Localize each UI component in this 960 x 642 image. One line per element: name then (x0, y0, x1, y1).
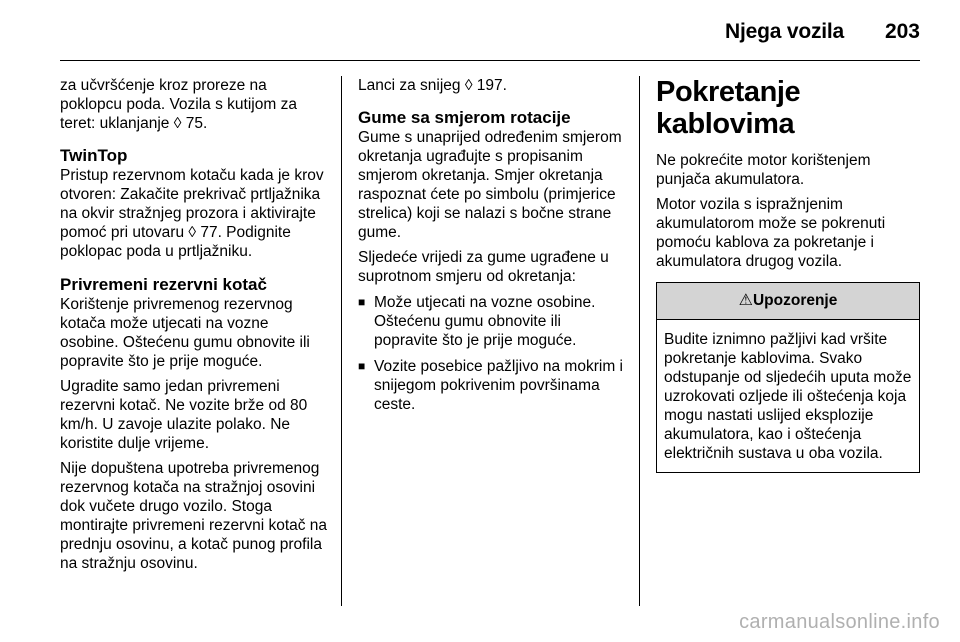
paragraph-spare-2: Ugradite samo jedan privremeni rezervni kotač. Ne vozite brže od 80 km/h. U zavoje ulazite polako. Ne koristite dulje vrijeme. (60, 378, 308, 452)
bullet-square-icon: ■ (358, 295, 366, 309)
paragraph-spare-3: Nije dopuštena upotreba privremenog rezervnog kotača na stražnjoj osovini dok vučete drugo vozilo. Stoga montirajte privremeni rezervni kotač na prednju osovinu, a kotač punog profila na stražnju osovinu. (60, 460, 328, 572)
page-header (0, 0, 960, 60)
list-item (358, 357, 628, 414)
warning-header (657, 283, 919, 320)
paragraph-jump-1: Ne pokrećite motor korištenjem punjača akumulatora. (656, 152, 871, 188)
paragraph-twintop: Pristup rezervnom kotaču kada je krov otvoren: Zakačite prekrivač prtljažnika na okvir stražnjeg prozora i aktivirajte pomoć pri utovaru ◊ 77. Podignite poklopac poda u prtljažniku. (60, 167, 324, 260)
paragraph-cargo-box: za učvršćenje kroz proreze na poklopcu poda. Vozila s kutijom za teret: uklanjanje ◊ 75. (60, 77, 297, 132)
warning-triangle-icon: ⚠ (738, 292, 753, 309)
section-title-jump-start: Pokretanje kablovima (656, 76, 801, 140)
chapter-title: Njega vozila (725, 20, 844, 43)
column-divider-1 (341, 76, 342, 606)
warning-box (656, 282, 920, 473)
header-divider (60, 60, 920, 61)
bullet-list (358, 293, 628, 414)
paragraph-snow-chains: Lanci za snijeg ◊ 197. (358, 77, 507, 94)
warning-title: Upozorenje (752, 292, 838, 309)
bullet-square-icon: ■ (358, 359, 366, 373)
page-number: 203 (884, 20, 920, 43)
column-middle (358, 76, 628, 414)
column-left (60, 76, 330, 579)
column-right (656, 76, 920, 473)
heading-temporary-spare: Privremeni rezervni kotač (60, 275, 267, 294)
list-item (358, 293, 628, 350)
list-item-text: Može utjecati na vozne osobine. Oštećenu gumu obnovite ili popravite što je prije moguće. (374, 294, 596, 349)
paragraph-jump-2: Motor vozila s ispražnjenim akumulatorom može se pokrenuti pomoću kablova za pokretanje i akumulatora drugog vozila. (656, 196, 886, 270)
heading-directional-tyres: Gume sa smjerom rotacije (358, 108, 571, 127)
paragraph-spare-1: Korištenje privremenog rezervnog kotača može utjecati na vozne osobine. Oštećenu gumu obnovite ili popravite što je prije moguće. (60, 296, 310, 370)
watermark: carmanualsonline.info (739, 611, 940, 633)
paragraph-tyres-2: Sljedeće vrijedi za gume ugrađene u suprotnom smjeru od okretanja: (358, 249, 609, 285)
list-item-text: Vozite posebice pažljivo na mokrim i snijegom pokrivenim površinama ceste. (374, 358, 623, 413)
paragraph-tyres-1: Gume s unaprijed određenim smjerom okretanja ugrađujte s propisanim smjerom okretanja. Smjer okretanja raspoznat ćete po simbolu (primjerice strelica) koji se nalazi s bočne strane gume. (358, 129, 622, 241)
column-divider-2 (639, 76, 640, 606)
warning-body: Budite iznimno pažljivi kad vršite pokretanje kablovima. Svako odstupanje od sljedećih uputa može uzrokovati ozljede ili oštećenja koja mogu nastati uslijed eksplozije akumulatora, kao i oštećenja električnih sustava u oba vozila. (664, 331, 912, 462)
heading-twintop: TwinTop (60, 146, 128, 165)
